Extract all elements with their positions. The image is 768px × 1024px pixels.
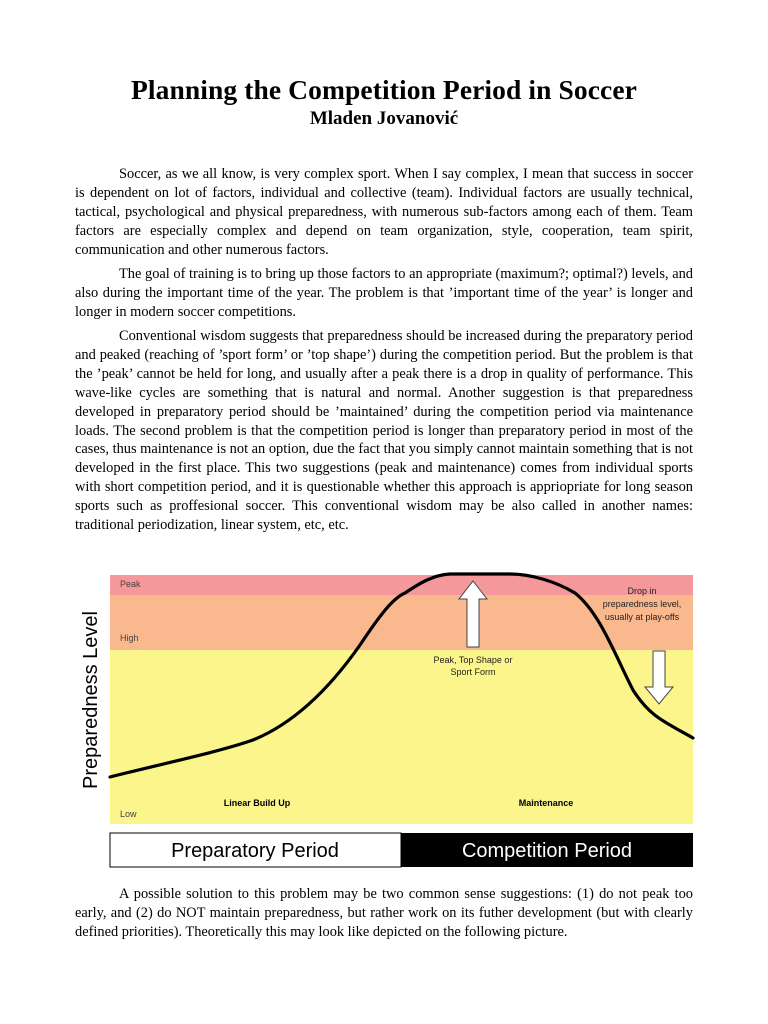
peak-zone-label: Peak bbox=[120, 579, 141, 589]
high-zone-label: High bbox=[120, 633, 139, 643]
paragraph-conventional-wisdom: Conventional wisdom suggests that preparedness should be increased during the preparatory period and peaked (reaching of ’sport form’ or ’top shape’) during the competition period. But the problem is that the ’peak’ cannot be held for long, and usually after a peak there is a drop in quality of performance. This wave-like cycles are something that is natural and normal. Another suggestion is that preparedness developed in preparatory period should be ’maintained’ during the competition period via maintenance loads. The second problem is that the competition period is longer than preparatory period in most of the cases, thus maintenance is not an option, due the fact that you simply cannot maintain something that is not developed in the first place. This two suggestions (peak and maintenance) comes from individual sports with short competition period, and it is questionable whether this approach is appriopriate for long season sports such as proffesional soccer. This conventional wisdom may be also called in another names: traditional periodization, linear system, etc, etc. bbox=[75, 328, 693, 534]
paragraph-intro: Soccer, as we all know, is very complex sport. When I say complex, I mean that success in soccer is dependent on lot of factors, individual and collective (team). Individual factors are usually technical, tactical, psychological and physical preparedness, with numerous sub-factors among each of them. Team factors are especially complex and depend on team organization, style, cooperation, team spirit, communication and other numerous factors. bbox=[75, 166, 693, 258]
maintenance-label: Maintenance bbox=[518, 798, 574, 808]
paragraph-solution: A possible solution to this problem may be two common sense suggestions: (1) do not peak too early, and (2) do NOT maintain preparedness, but rather work on its futher development (but with clearly defined priorities). Theoretically this may look like depicted on the following picture. bbox=[75, 886, 693, 940]
linear-build-up-label: Linear Build Up bbox=[223, 798, 291, 808]
drop-annotation-line3: usually at play-offs bbox=[604, 612, 680, 622]
document-title: Planning the Competition Period in Soccer bbox=[131, 74, 637, 105]
document-author: Mladen Jovanović bbox=[309, 108, 459, 129]
peak-annotation-line1: Peak, Top Shape or bbox=[433, 655, 513, 665]
peak-annotation-line2: Sport Form bbox=[450, 667, 496, 677]
y-axis-label: Preparedness Level bbox=[80, 611, 102, 789]
preparedness-diagram bbox=[75, 565, 695, 870]
preparedness-figure bbox=[75, 565, 695, 870]
low-zone bbox=[110, 650, 693, 824]
preparatory-period-label: Preparatory Period bbox=[171, 840, 339, 862]
peak-zone bbox=[110, 575, 693, 595]
competition-period-label: Competition Period bbox=[461, 840, 633, 862]
drop-annotation-line2: preparedness level, bbox=[602, 599, 682, 609]
low-zone-label: Low bbox=[120, 809, 137, 819]
drop-annotation-line1: Drop in bbox=[627, 586, 657, 596]
paragraph-goal: The goal of training is to bring up those factors to an appropriate (maximum?; optimal?) levels, and also during the important time of the year. The problem is that ’important time of the year’ is longer and longer in modern soccer competitions. bbox=[75, 266, 693, 320]
